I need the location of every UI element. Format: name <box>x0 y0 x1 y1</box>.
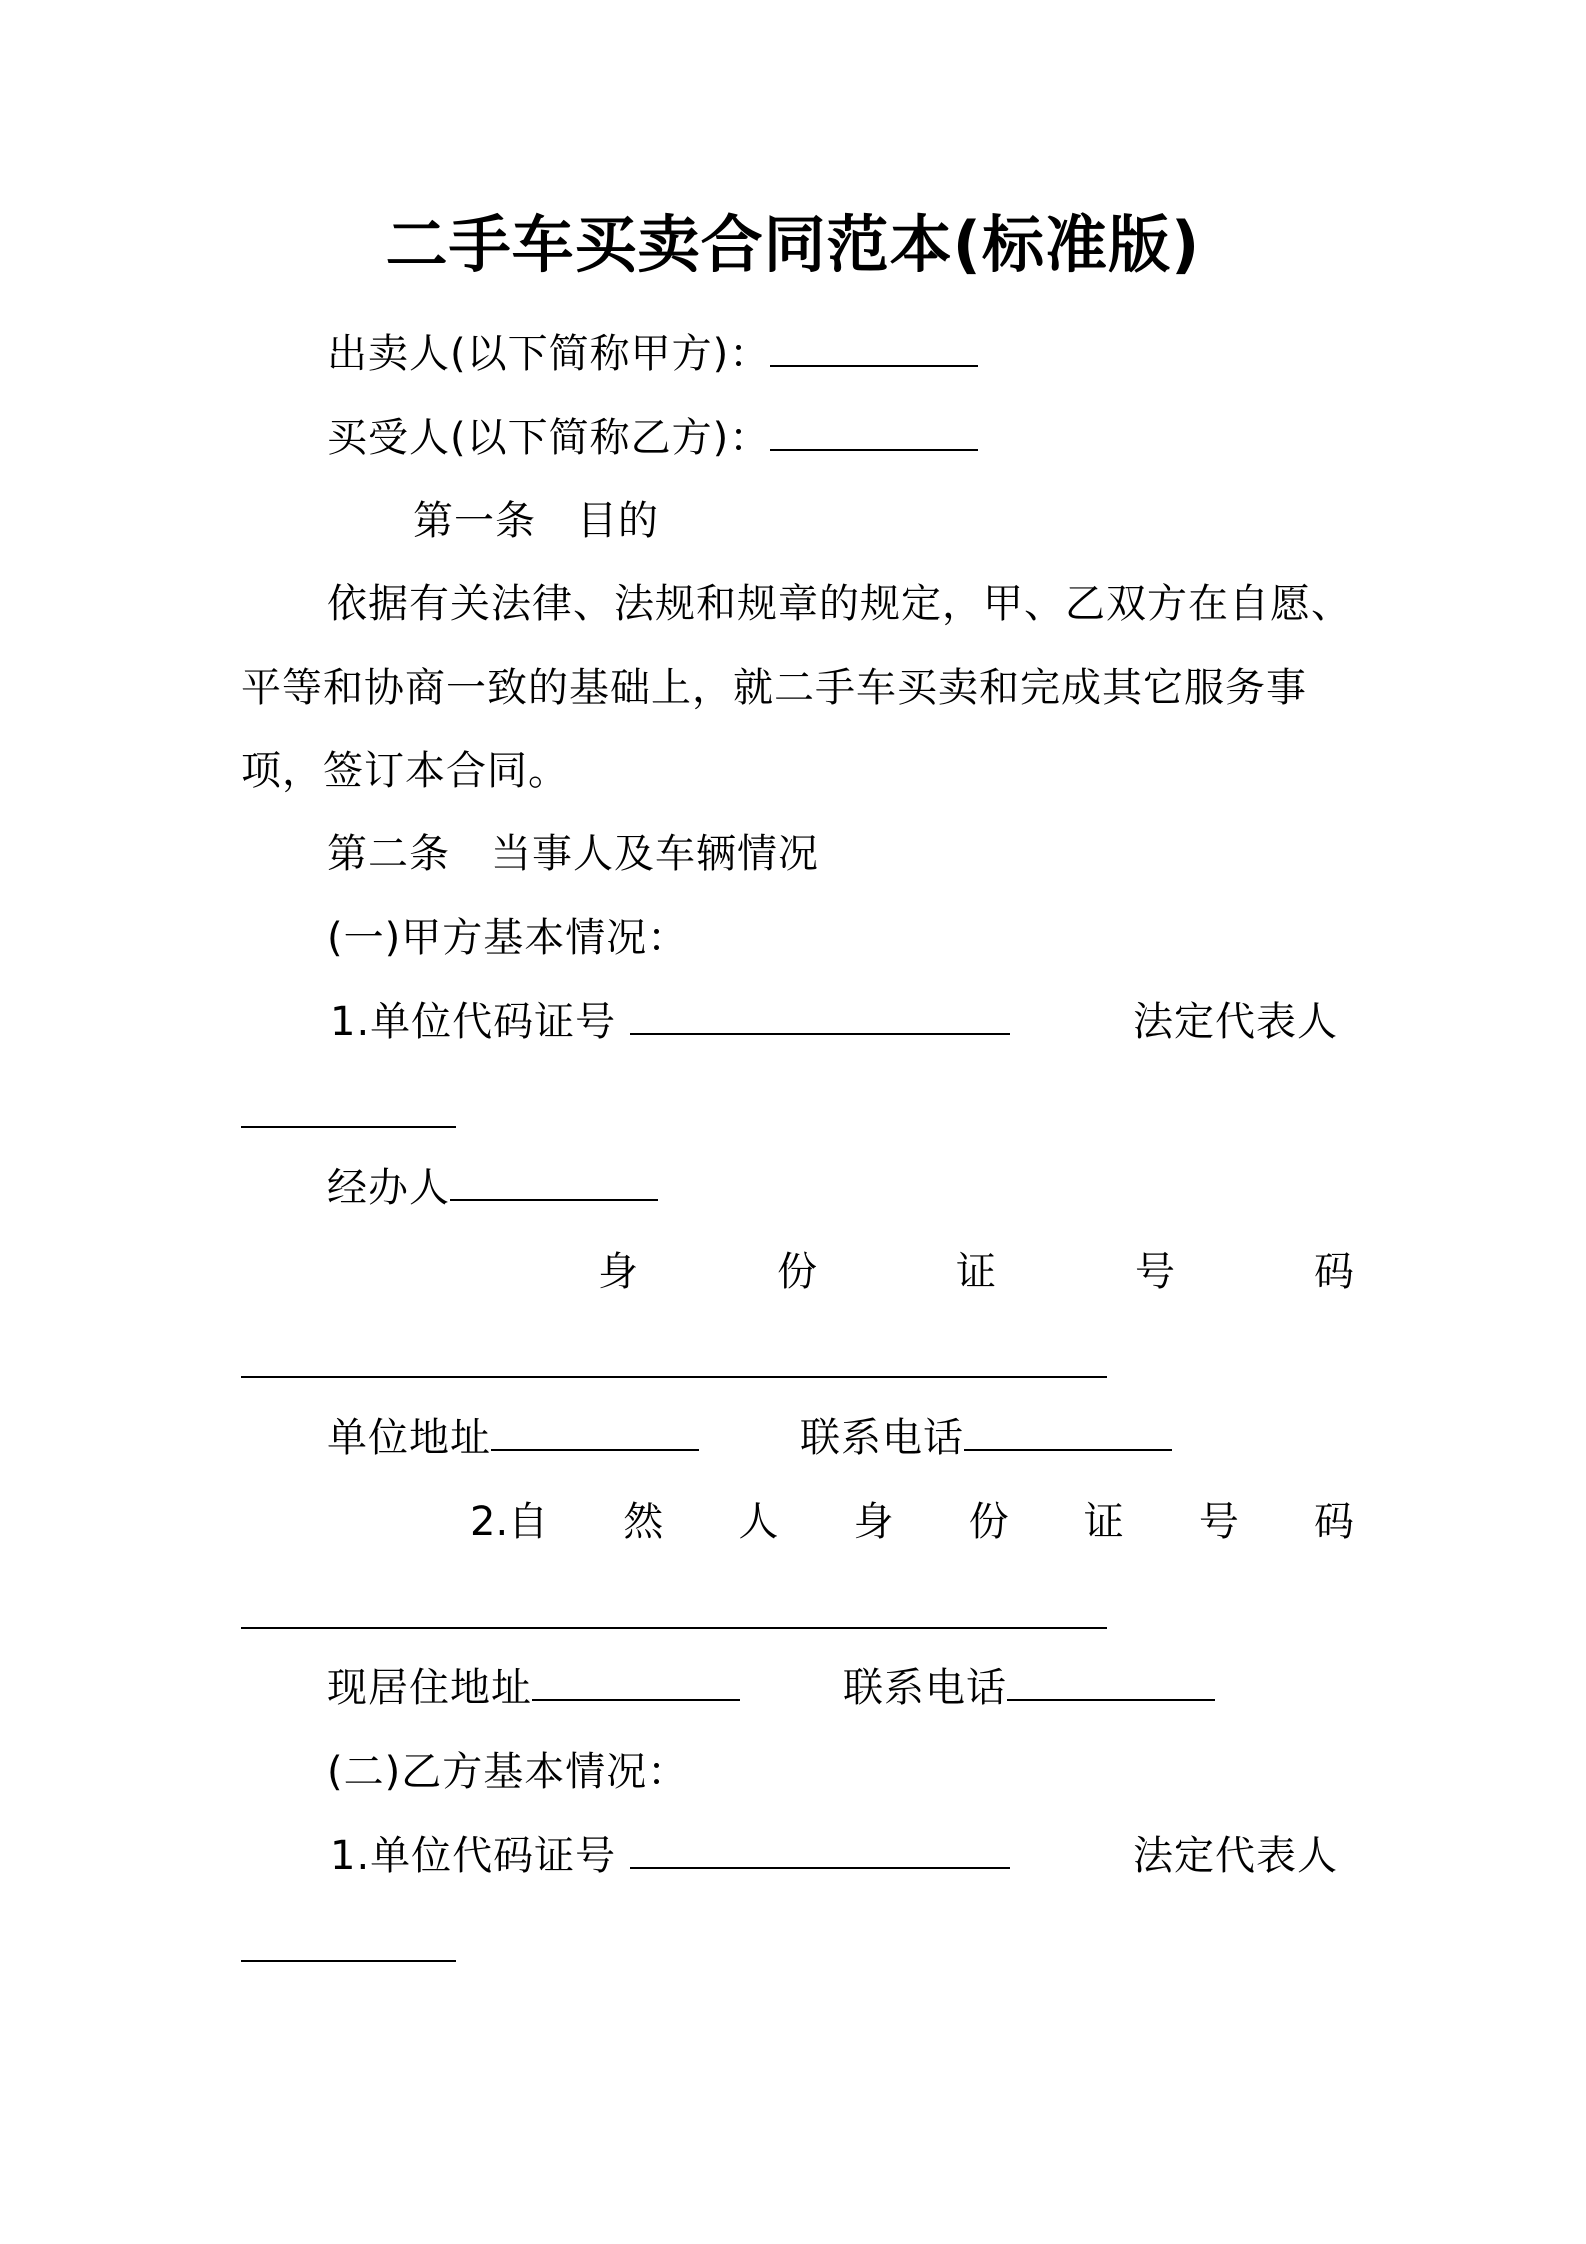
party-a-phone2-line <box>843 1660 1215 1716</box>
party-a-phone-blank <box>964 1413 1172 1451</box>
article1-para-line1: 依据有关法律、法规和规章的规定，甲、乙双方在自愿、 <box>327 581 1352 627</box>
party-a-residence-label: 现居住地址 <box>327 1665 532 1711</box>
party-a-residence-blank <box>532 1663 740 1701</box>
party-a-id-number-blank <box>241 1376 1107 1378</box>
article1-para-line2: 平等和协商一致的基础上，就二手车买卖和完成其它服务事 <box>241 665 1307 711</box>
party-a-address-blank <box>491 1413 699 1451</box>
document-title: 二手车买卖合同范本(标准版) <box>385 208 1201 281</box>
np-char: 然 <box>623 1499 664 1545</box>
party-a-address-label: 单位地址 <box>327 1415 491 1461</box>
party-b-heading: (二)乙方基本情况： <box>327 1749 689 1795</box>
id-char: 份 <box>777 1249 817 1295</box>
seller-blank <box>770 329 978 367</box>
np-char: 人 <box>738 1499 779 1545</box>
party-a-phone-line <box>800 1410 1172 1466</box>
party-a-org-code-line <box>330 994 1010 1050</box>
buyer-blank <box>770 413 978 451</box>
buyer-line <box>327 410 978 466</box>
party-a-phone-label: 联系电话 <box>800 1415 964 1461</box>
party-a-legal-rep-label: 法定代表人 <box>1133 999 1338 1045</box>
party-a-agent-blank <box>450 1163 658 1201</box>
party-a-agent-label: 经办人 <box>327 1165 450 1211</box>
np-char: 份 <box>968 1499 1009 1545</box>
party-b-legal-rep-blank <box>241 1960 456 1962</box>
id-char: 码 <box>1314 1249 1354 1295</box>
seller-line <box>327 326 978 382</box>
natural-person-id-blank <box>241 1627 1107 1629</box>
seller-label: 出卖人(以下简称甲方)： <box>327 331 771 377</box>
party-a-id-number-label <box>598 1244 1354 1300</box>
party-a-phone2-label: 联系电话 <box>843 1665 1007 1711</box>
party-a-agent-line <box>327 1160 658 1216</box>
id-char: 身 <box>598 1249 638 1295</box>
party-a-legal-rep-blank <box>241 1126 456 1128</box>
party-b-org-code-blank <box>630 1831 1010 1869</box>
party-b-legal-rep-label: 法定代表人 <box>1133 1833 1338 1879</box>
np-char: 码 <box>1313 1499 1354 1545</box>
party-b-org-code-label: 1.单位代码证号 <box>330 1833 617 1879</box>
natural-person-id-label <box>470 1494 1354 1550</box>
party-a-phone2-blank <box>1007 1663 1215 1701</box>
np-char: 号 <box>1198 1499 1239 1545</box>
article1-heading: 第一条 目的 <box>413 498 659 544</box>
id-char: 证 <box>956 1249 996 1295</box>
np-char: 身 <box>853 1499 894 1545</box>
party-a-org-code-label: 1.单位代码证号 <box>330 999 617 1045</box>
party-b-org-code-line <box>330 1828 1010 1884</box>
np-char: 证 <box>1083 1499 1124 1545</box>
buyer-label: 买受人(以下简称乙方)： <box>327 415 771 461</box>
party-a-address-line <box>327 1410 699 1466</box>
article1-para-line3: 项，签订本合同。 <box>241 748 569 794</box>
party-a-residence-line <box>327 1660 740 1716</box>
party-a-org-code-blank <box>630 997 1010 1035</box>
np-char: 2.自 <box>470 1499 549 1545</box>
article2-heading: 第二条 当事人及车辆情况 <box>327 831 819 877</box>
id-char: 号 <box>1135 1249 1175 1295</box>
party-a-heading: (一)甲方基本情况： <box>327 915 689 961</box>
